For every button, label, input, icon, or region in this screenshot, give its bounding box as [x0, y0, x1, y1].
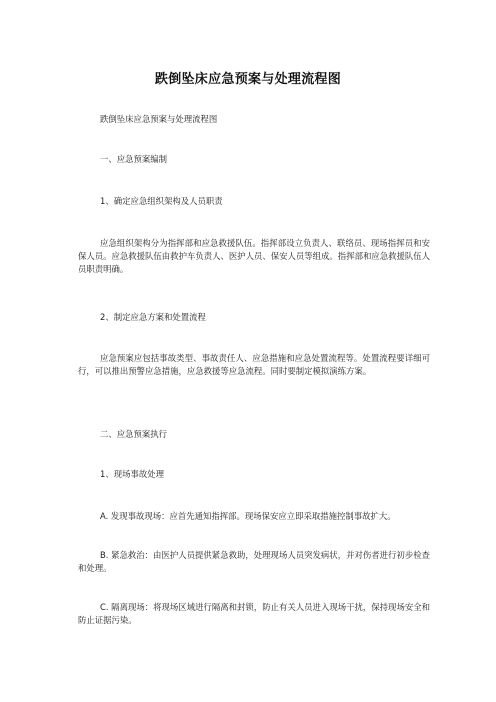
item-heading-organization: 1、确定应急组织架构及人员职责	[100, 196, 223, 206]
exec-step-discover: A. 发现事故现场：应首先通知指挥部。现场保安应立即采取措施控制事故扩大。	[100, 511, 396, 521]
section-heading-preparation: 一、应急预案编制	[100, 154, 167, 164]
exec-step-isolation: C. 隔离现场：将现场区域进行隔离和封锁，防止有关人员进入现场干扰，保持现场安全和防止证据污染。	[78, 602, 430, 625]
item-body-plan: 应急预案应包括事故类型、事故责任人、应急措施和应急处置流程等。处置流程要详细可行，可以推出预警应急措施，应急救援等应急流程。同时要制定模拟演练方案。	[78, 353, 430, 376]
exec-step-treatment: B. 紧急救治：由医护人员提供紧急救助，处理现场人员突发病状，并对伤者进行初步检查和处理。	[78, 550, 430, 573]
document-title: 跌倒坠床应急预案与处理流程图	[154, 72, 342, 87]
document-subtitle: 跌倒坠床应急预案与处理流程图	[100, 114, 218, 124]
exec-heading-onsite: 1、现场事故处理	[100, 469, 164, 479]
item-body-organization: 应急组织架构分为指挥部和应急救援队伍。指挥部设立负责人、联络员、现场指挥员和安保人员。应急救援队伍由救护车负责人、医护人员、保安人员等组成。指挥部和应急救援队伍人员职责明确。	[78, 238, 430, 274]
section-heading-execution: 二、应急预案执行	[100, 429, 167, 439]
item-heading-plan: 2、制定应急方案和处置流程	[100, 312, 206, 322]
